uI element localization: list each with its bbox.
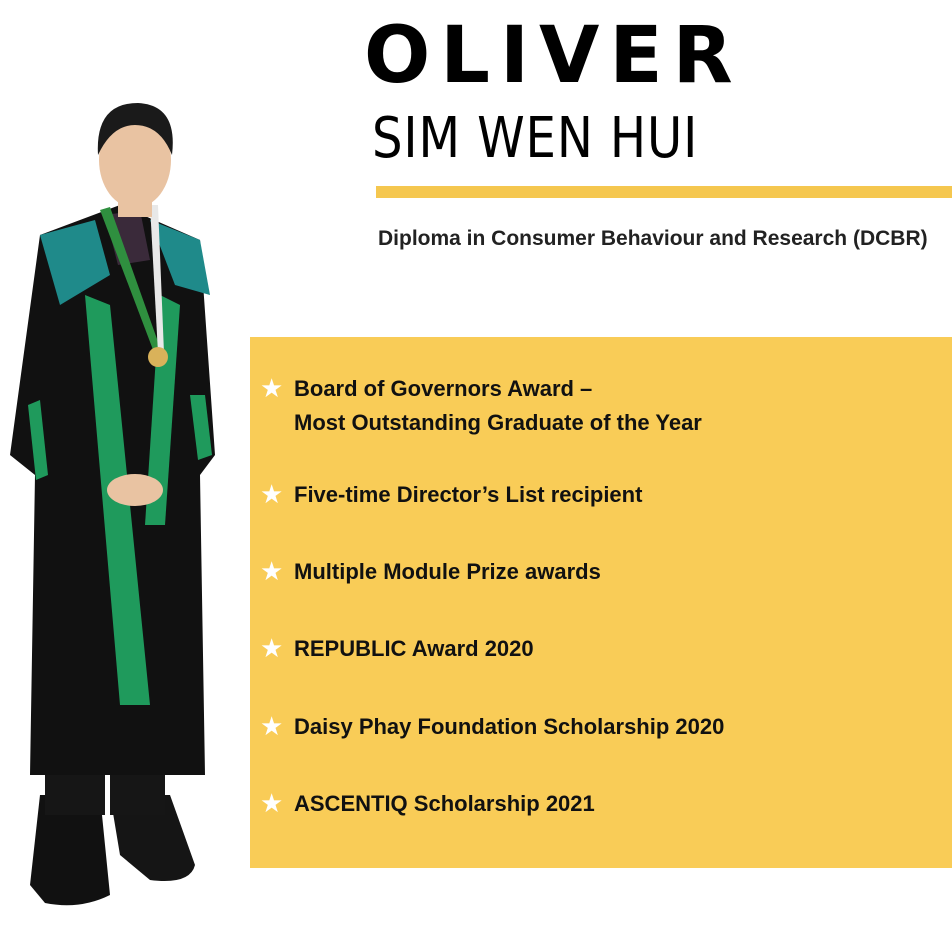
award-item: [260, 710, 950, 744]
award-text: Five-time Director’s List recipient: [294, 482, 643, 507]
award-text: ASCENTIQ Scholarship 2021: [294, 791, 595, 816]
surname: SIM WEN HUI: [372, 106, 699, 171]
award-item: [260, 787, 950, 821]
star-icon: ★: [260, 634, 284, 664]
award-item: [260, 478, 950, 512]
award-text: Multiple Module Prize awards: [294, 559, 601, 584]
star-icon: ★: [260, 374, 284, 404]
award-item: [260, 632, 950, 666]
award-line: Board of Governors Award –: [294, 376, 593, 401]
award-text: Daisy Phay Foundation Scholarship 2020: [294, 714, 725, 739]
star-icon: ★: [260, 557, 284, 587]
first-name: OLIVER: [364, 11, 743, 101]
accent-divider: [376, 186, 952, 198]
star-icon: ★: [260, 712, 284, 742]
award-item: [260, 555, 950, 589]
star-icon: ★: [260, 789, 284, 819]
graduate-photo: [0, 95, 240, 915]
award-text: REPUBLIC Award 2020: [294, 636, 534, 661]
award-text: [290, 372, 702, 440]
award-item: [260, 372, 950, 440]
award-line: Most Outstanding Graduate of the Year: [294, 410, 702, 435]
star-icon: ★: [260, 480, 284, 510]
diploma-title: Diploma in Consumer Behaviour and Research (DCBR): [378, 227, 928, 250]
